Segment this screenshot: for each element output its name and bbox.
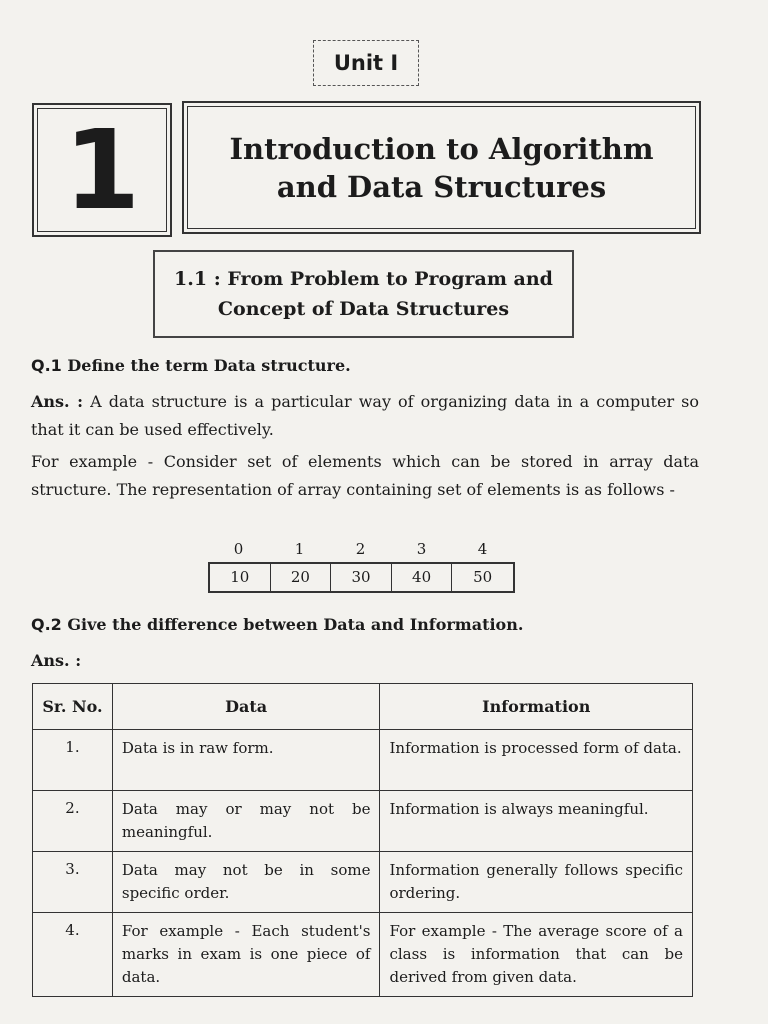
- question-1-text: Define the term Data structure.: [67, 356, 351, 375]
- question-2-number: Q.2: [31, 615, 62, 634]
- cell-sr-no: 2.: [33, 791, 113, 852]
- array-cell: 40: [392, 564, 453, 591]
- table-row: [33, 730, 693, 791]
- answer-1-paragraph: [31, 388, 699, 444]
- example-paragraph: For example - Consider set of elements which can be stored in array data structure. The representation of array containing set of elements is as follows -: [31, 452, 699, 499]
- question-1-heading: [31, 356, 351, 375]
- chapter-title-line-2: and Data Structures: [276, 169, 607, 204]
- section-heading-line-2: Concept of Data Structures: [217, 298, 510, 320]
- cell-sr-no: 3.: [33, 852, 113, 913]
- unit-label-box: [313, 40, 419, 86]
- cell-data: For example - Each student's marks in exam is one piece of data.: [112, 913, 380, 997]
- chapter-number-box: [32, 103, 172, 237]
- section-heading-line-1: 1.1 : From Problem to Program and: [174, 268, 553, 290]
- cell-information: Information is always meaningful.: [380, 791, 693, 852]
- array-index: 3: [416, 540, 427, 558]
- array-diagram: [208, 536, 515, 593]
- array-indices: [208, 536, 515, 562]
- table-row: [33, 913, 693, 997]
- section-heading-box: [153, 250, 574, 338]
- table-row: [33, 852, 693, 913]
- cell-sr-no: 4.: [33, 913, 113, 997]
- chapter-title-line-1: Introduction to Algorithm: [229, 131, 654, 166]
- array-index: 2: [355, 540, 366, 558]
- cell-information: Information is processed form of data.: [380, 730, 693, 791]
- header-sr-no: Sr. No.: [33, 684, 113, 730]
- array-cell: 10: [210, 564, 271, 591]
- answer-1-text: A data structure is a particular way of organizing data in a computer so that it can be used effectively.: [31, 392, 700, 439]
- answer-2-label: Ans. :: [31, 651, 82, 670]
- chapter-number: 1: [63, 106, 141, 234]
- array-cell: 50: [473, 568, 493, 586]
- array-cell: 20: [271, 564, 332, 591]
- cell-data: Data may or may not be meaningful.: [112, 791, 380, 852]
- question-1-number: Q.1: [31, 356, 62, 375]
- table-header-row: [33, 684, 693, 730]
- array-index: 4: [477, 540, 488, 558]
- unit-label: Unit I: [333, 51, 399, 75]
- cell-data: Data is in raw form.: [112, 730, 380, 791]
- cell-information: For example - The average score of a class is information that can be derived from given data.: [380, 913, 693, 997]
- array-index: 1: [294, 540, 305, 558]
- header-data: Data: [112, 684, 380, 730]
- answer-1-label: Ans. :: [31, 392, 84, 411]
- header-information: Information: [380, 684, 693, 730]
- table-row: [33, 791, 693, 852]
- question-2-text: Give the difference between Data and Information.: [67, 615, 524, 634]
- data-vs-information-table: [32, 683, 693, 997]
- array-cell: 30: [331, 564, 392, 591]
- cell-data: Data may not be in some specific order.: [112, 852, 380, 913]
- question-2-heading: [31, 615, 523, 634]
- array-index: 0: [233, 540, 244, 558]
- cell-information: Information generally follows specific ordering.: [380, 852, 693, 913]
- cell-sr-no: 1.: [33, 730, 113, 791]
- chapter-title-box: [182, 101, 701, 234]
- array-cells: [208, 562, 515, 593]
